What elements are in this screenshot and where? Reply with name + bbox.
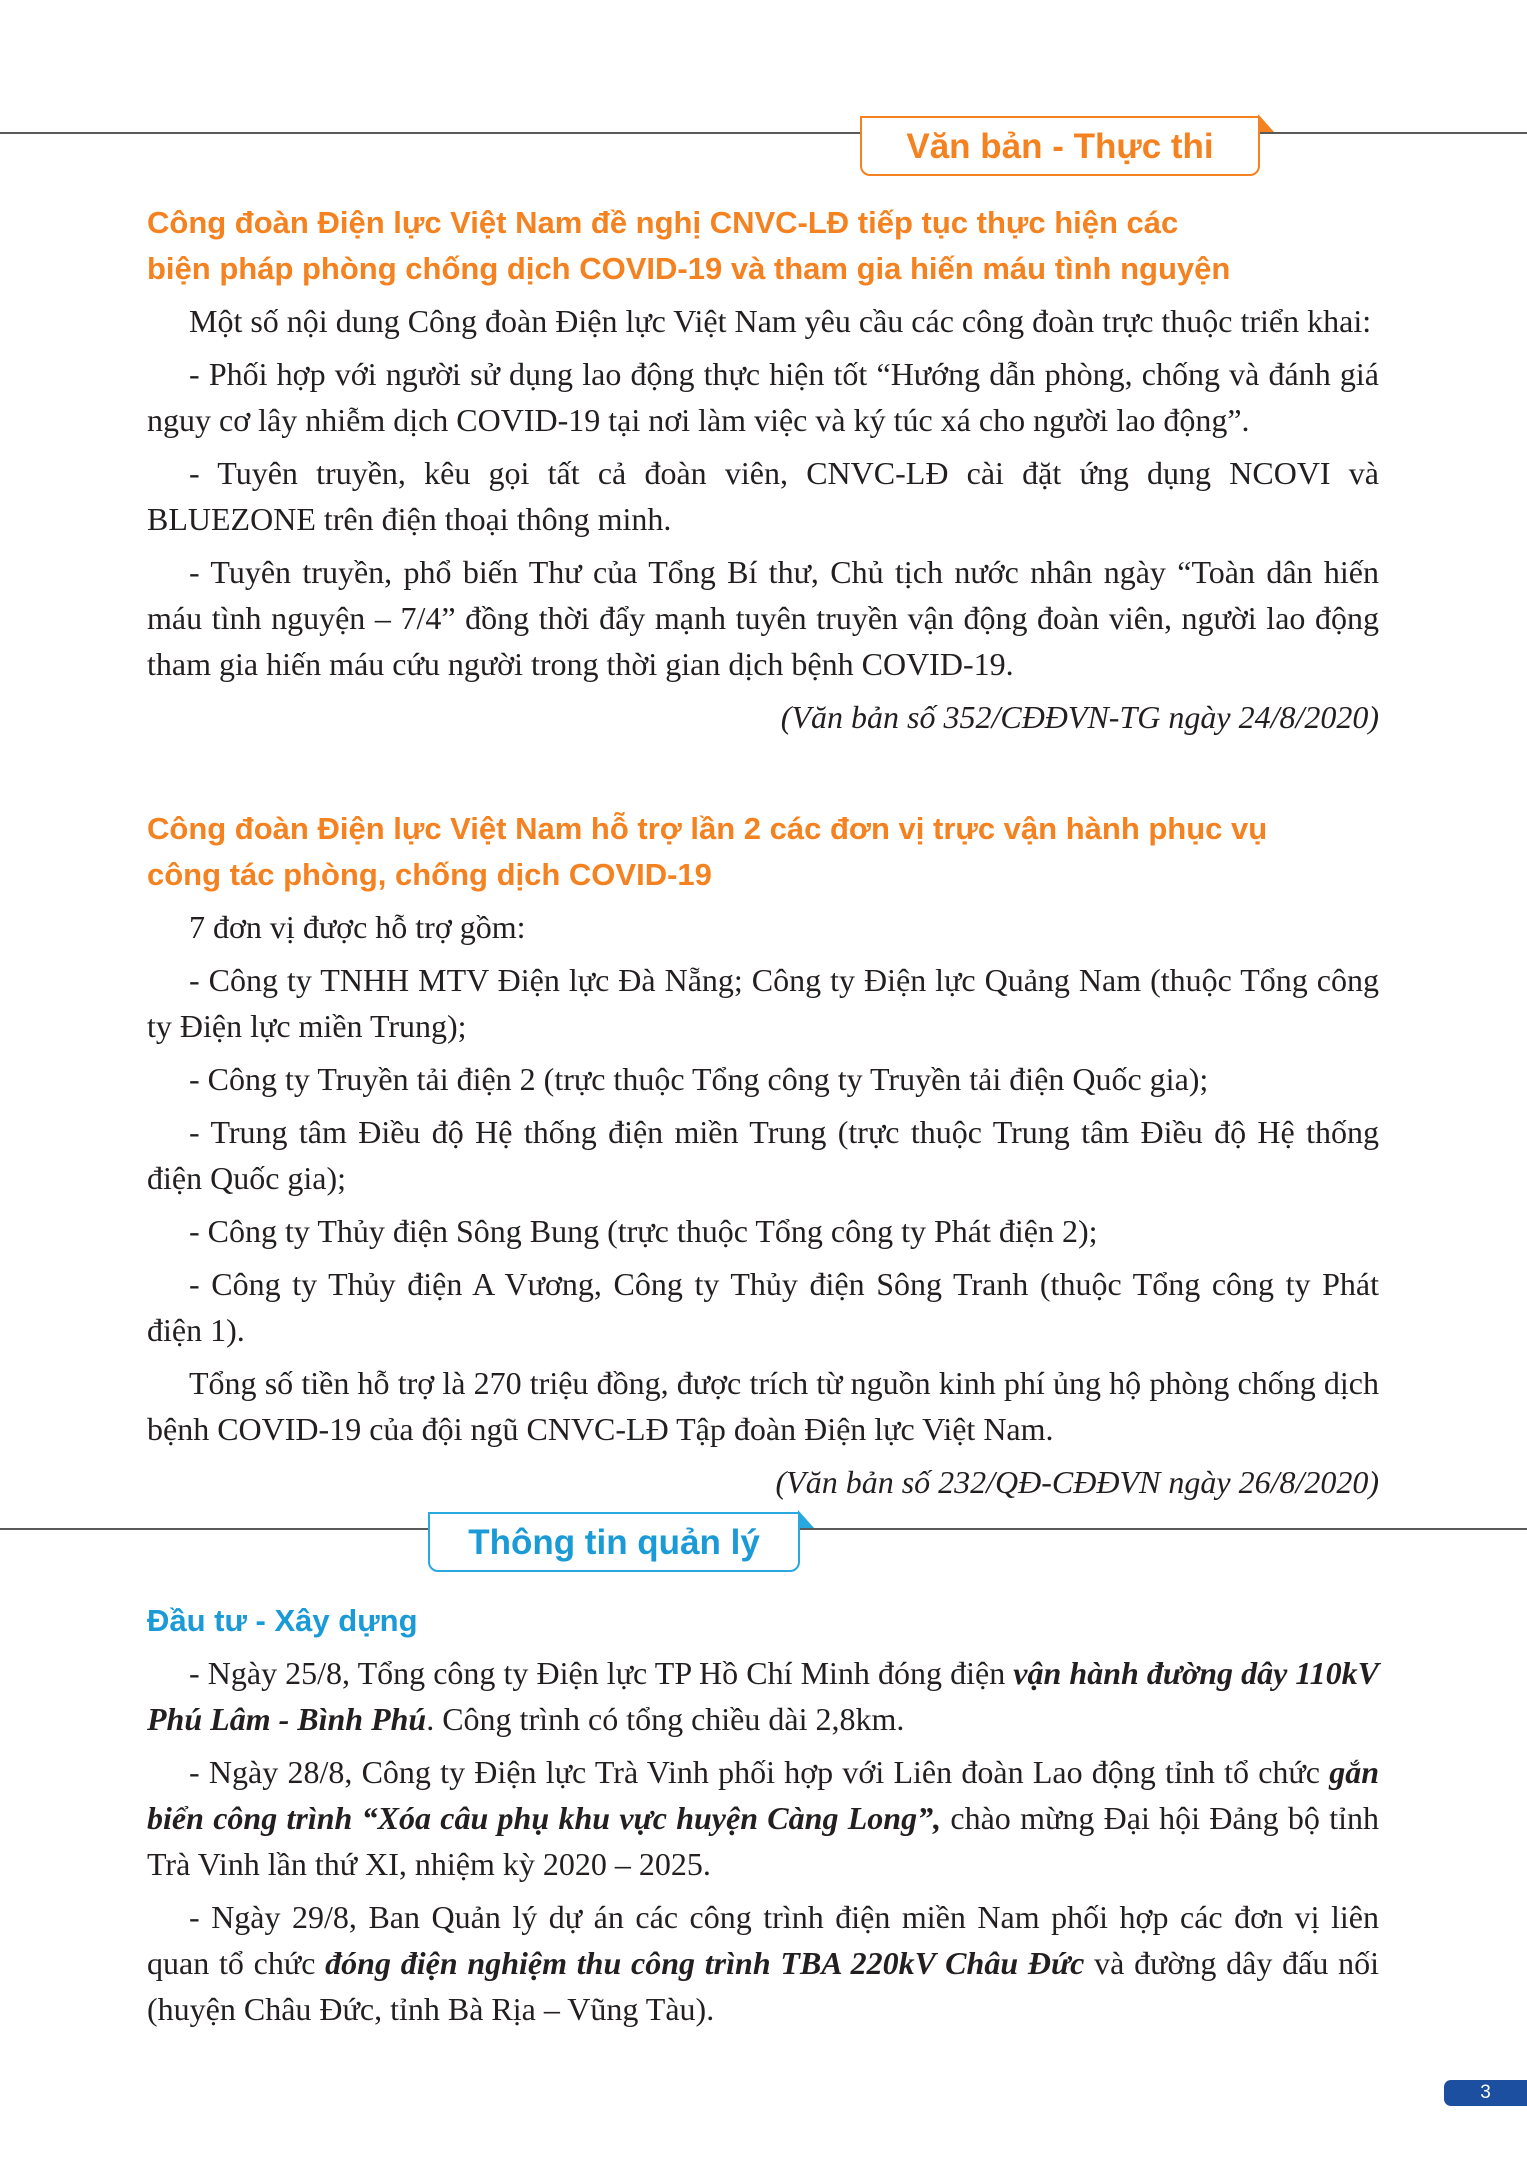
section-tag-label: Thông tin quản lý (468, 1523, 760, 1562)
article-1-paragraph: - Tuyên truyền, kêu gọi tất cả đoàn viên, CNVC-LĐ cài đặt ứng dụng NCOVI và BLUEZONE trên điện thoại thông minh. (147, 455, 1379, 537)
article-3-paragraph-text: - Ngày 29/8, Ban Quản lý dự án các công trình điện miền Nam phối hợp các đơn vị liên quan tổ chức (147, 1899, 1379, 1981)
article-1-paragraph: - Phối hợp với người sử dụng lao động thực hiện tốt “Hướng dẫn phòng, chống và đánh giá nguy cơ lây nhiễm dịch COVID-19 tại nơi làm việc và ký túc xá cho người lao động”. (147, 356, 1379, 438)
section-tag-thong-tin (428, 1512, 800, 1572)
article-3-paragraph-text: - Ngày 25/8, Tổng công ty Điện lực TP Hồ Chí Minh đóng điện (189, 1655, 1014, 1691)
article-2-source: (Văn bản số 232/QĐ-CĐĐVN ngày 26/8/2020) (775, 1464, 1379, 1500)
article-3-paragraph-text: - Ngày 28/8, Công ty Điện lực Trà Vinh phối hợp với Liên đoàn Lao động tỉnh tổ chức (189, 1754, 1330, 1790)
article-2-paragraph: 7 đơn vị được hỗ trợ gồm: (189, 909, 526, 945)
article-2-paragraph: Tổng số tiền hỗ trợ là 270 triệu đồng, được trích từ nguồn kinh phí ủng hộ phòng chống dịch bệnh COVID-19 của đội ngũ CNVC-LĐ Tập đoàn Điện lực Việt Nam. (147, 1365, 1379, 1447)
article-2-title-line-2: công tác phòng, chống dịch COVID-19 (147, 857, 712, 892)
tag-corner-triangle (798, 1510, 814, 1528)
article-2-paragraph: - Trung tâm Điều độ Hệ thống điện miền Trung (trực thuộc Trung tâm Điều độ Hệ thống điện Quốc gia); (147, 1114, 1379, 1196)
article-1-title (147, 200, 1379, 292)
article-1-paragraph: - Tuyên truyền, phổ biến Thư của Tổng Bí thư, Chủ tịch nước nhân ngày “Toàn dân hiến máu tình nguyện – 7/4” đồng thời đẩy mạnh tuyên truyền vận động đoàn viên, người lao động tham gia hiến máu cứu người trong thời gian dịch bệnh COVID-19. (147, 554, 1379, 682)
article-2-paragraph: - Công ty Truyền tải điện 2 (trực thuộc Tổng công ty Truyền tải điện Quốc gia); (189, 1061, 1209, 1097)
article-2-title (147, 806, 1379, 898)
article-2-paragraph: - Công ty Thủy điện A Vương, Công ty Thủy điện Sông Tranh (thuộc Tổng công ty Phát điện 1). (147, 1266, 1379, 1348)
article-2 (147, 806, 1379, 1505)
article-3-title: Đầu tư - Xây dựng (147, 1603, 418, 1638)
article-3-paragraph-emphasis: gắn biển công trình “Xóa câu phụ khu vực huyện Càng Long”, (147, 1754, 1379, 1836)
section-tag-label: Văn bản - Thực thi (906, 127, 1214, 166)
article-3-paragraph (147, 1749, 1379, 1887)
article-1-title-line-2: biện pháp phòng chống dịch COVID-19 và tham gia hiến máu tình nguyện (147, 251, 1231, 286)
article-2-paragraph: - Công ty TNHH MTV Điện lực Đà Nẵng; Công ty Điện lực Quảng Nam (thuộc Tổng công ty Điện lực miền Trung); (147, 962, 1379, 1044)
article-1-source: (Văn bản số 352/CĐĐVN-TG ngày 24/8/2020) (780, 699, 1379, 735)
article-3-paragraph-emphasis: đóng điện nghiệm thu công trình TBA 220kV Châu Đức (325, 1945, 1085, 1981)
article-3-paragraph-text: . Công trình có tổng chiều dài 2,8km. (426, 1701, 905, 1737)
tag-corner-triangle (1258, 114, 1274, 132)
article-1-title-line-1: Công đoàn Điện lực Việt Nam đề nghị CNVC-LĐ tiếp tục thực hiện các (147, 205, 1179, 240)
article-3-paragraph-text: và đường dây đấu nối (huyện Châu Đức, tỉnh Bà Rịa – Vũng Tàu). (147, 1945, 1380, 2027)
article-1 (147, 200, 1379, 740)
article-3-paragraph-text: chào mừng Đại hội Đảng bộ tỉnh Trà Vinh lần thứ XI, nhiệm kỳ 2020 – 2025. (147, 1800, 1380, 1882)
article-3-paragraph (147, 1894, 1379, 2032)
page-number: 3 (1444, 2080, 1527, 2106)
article-2-paragraph: - Công ty Thủy điện Sông Bung (trực thuộc Tổng công ty Phát điện 2); (189, 1213, 1098, 1249)
top-section-rule (0, 132, 1527, 134)
article-3-paragraph (147, 1650, 1379, 1742)
article-3 (147, 1598, 1379, 2039)
article-2-title-line-1: Công đoàn Điện lực Việt Nam hỗ trợ lần 2 các đơn vị trực vận hành phục vụ (147, 811, 1268, 846)
article-3-paragraph-emphasis: vận hành đường dây 110kV Phú Lâm - Bình Phú (147, 1655, 1380, 1737)
article-1-paragraph: Một số nội dung Công đoàn Điện lực Việt Nam yêu cầu các công đoàn trực thuộc triển khai: (189, 303, 1372, 339)
section-tag-van-ban (860, 116, 1260, 176)
